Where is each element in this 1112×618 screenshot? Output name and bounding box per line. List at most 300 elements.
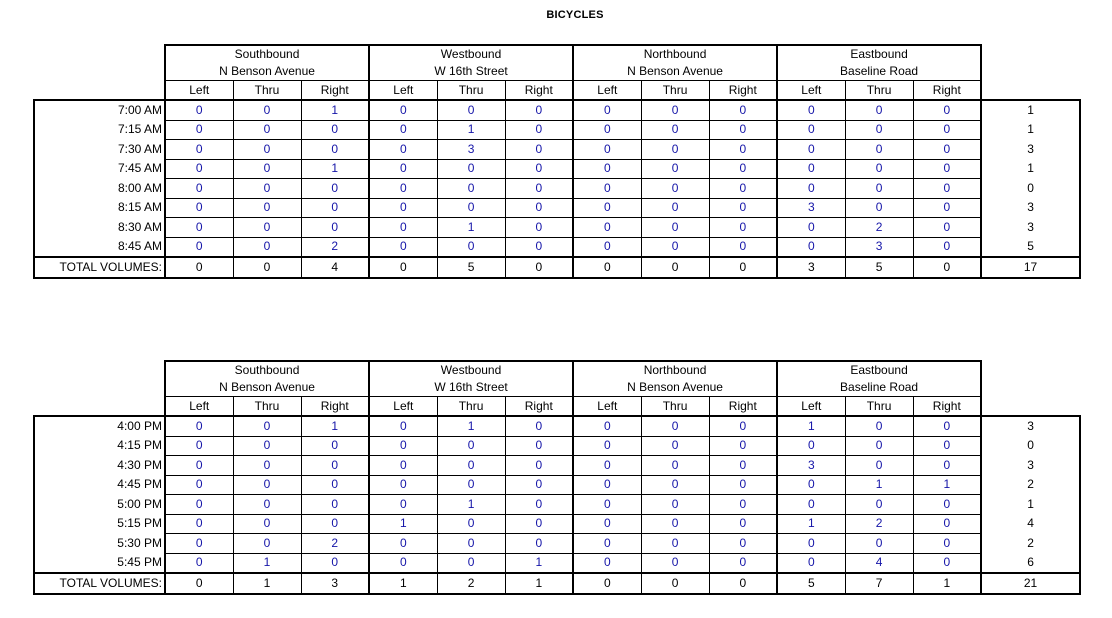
count-cell: 0 xyxy=(505,495,573,515)
count-cell: 0 xyxy=(845,159,913,179)
count-cell: 0 xyxy=(369,100,437,120)
count-table-1 xyxy=(33,44,1081,279)
table-row xyxy=(34,553,1080,573)
movement-header: Left xyxy=(165,81,233,101)
count-cell: 0 xyxy=(913,159,981,179)
table-row xyxy=(34,218,1080,238)
count-cell: 0 xyxy=(165,218,233,238)
count-cell: 0 xyxy=(165,495,233,515)
movement-header: Left xyxy=(573,397,641,417)
count-cell: 0 xyxy=(777,140,845,160)
approach-street: N Benson Avenue xyxy=(219,380,315,394)
count-cell: 0 xyxy=(301,120,369,140)
count-cell: 0 xyxy=(369,120,437,140)
count-cell: 1 xyxy=(845,475,913,495)
row-total: 4 xyxy=(981,514,1080,534)
total-cell: 0 xyxy=(165,573,233,594)
count-cell: 0 xyxy=(641,475,709,495)
totals-row xyxy=(34,257,1080,278)
count-cell: 0 xyxy=(437,179,505,199)
count-cell: 0 xyxy=(505,475,573,495)
approach-header xyxy=(573,361,777,397)
count-cell: 0 xyxy=(233,475,301,495)
count-cell: 0 xyxy=(641,120,709,140)
total-cell: 1 xyxy=(369,573,437,594)
approach-header xyxy=(165,361,369,397)
count-cell: 0 xyxy=(165,436,233,456)
count-cell: 0 xyxy=(777,218,845,238)
count-cell: 0 xyxy=(437,553,505,573)
count-cell: 0 xyxy=(165,514,233,534)
count-cell: 1 xyxy=(301,159,369,179)
approach-street: N Benson Avenue xyxy=(627,64,723,78)
count-cell: 0 xyxy=(301,436,369,456)
movement-header: Thru xyxy=(233,81,301,101)
interval-time: 8:00 AM xyxy=(34,179,165,199)
total-cell: 0 xyxy=(369,257,437,278)
count-cell: 0 xyxy=(709,534,777,554)
count-cell: 0 xyxy=(641,179,709,199)
count-cell: 3 xyxy=(845,237,913,257)
count-cell: 0 xyxy=(777,475,845,495)
row-total: 2 xyxy=(981,475,1080,495)
count-cell: 0 xyxy=(301,475,369,495)
count-cell: 0 xyxy=(709,436,777,456)
count-cell: 0 xyxy=(709,416,777,436)
row-total: 3 xyxy=(981,456,1080,476)
count-cell: 0 xyxy=(709,514,777,534)
count-cell: 0 xyxy=(641,218,709,238)
total-cell: 5 xyxy=(777,573,845,594)
count-cell: 1 xyxy=(777,416,845,436)
total-cell: 0 xyxy=(505,257,573,278)
group-header-row xyxy=(34,45,1080,81)
count-cell: 0 xyxy=(913,553,981,573)
count-cell: 0 xyxy=(301,495,369,515)
count-cell: 0 xyxy=(573,534,641,554)
count-cell: 2 xyxy=(301,534,369,554)
row-total: 3 xyxy=(981,218,1080,238)
group-header-row xyxy=(34,361,1080,397)
interval-time: 7:45 AM xyxy=(34,159,165,179)
count-cell: 0 xyxy=(369,159,437,179)
count-cell: 0 xyxy=(845,416,913,436)
row-total: 6 xyxy=(981,553,1080,573)
movement-header: Thru xyxy=(437,397,505,417)
count-cell: 0 xyxy=(913,120,981,140)
count-cell: 1 xyxy=(369,514,437,534)
count-cell: 0 xyxy=(709,198,777,218)
count-cell: 0 xyxy=(573,218,641,238)
table-row xyxy=(34,100,1080,120)
movement-header: Left xyxy=(573,81,641,101)
count-cell: 0 xyxy=(641,495,709,515)
count-cell: 0 xyxy=(165,198,233,218)
movement-header: Thru xyxy=(437,81,505,101)
count-cell: 0 xyxy=(505,198,573,218)
table-row xyxy=(34,198,1080,218)
count-cell: 0 xyxy=(777,179,845,199)
count-cell: 3 xyxy=(777,456,845,476)
total-cell: 5 xyxy=(437,257,505,278)
count-cell: 0 xyxy=(437,456,505,476)
count-cell: 0 xyxy=(233,436,301,456)
count-cell: 0 xyxy=(913,534,981,554)
count-cell: 0 xyxy=(301,553,369,573)
count-cell: 0 xyxy=(913,416,981,436)
count-cell: 0 xyxy=(233,198,301,218)
count-cell: 3 xyxy=(437,140,505,160)
total-cell: 1 xyxy=(505,573,573,594)
row-total: 0 xyxy=(981,179,1080,199)
count-cell: 0 xyxy=(505,140,573,160)
movement-header: Right xyxy=(913,397,981,417)
count-cell: 0 xyxy=(777,100,845,120)
count-cell: 0 xyxy=(641,198,709,218)
header-spacer xyxy=(981,45,1080,81)
count-cell: 0 xyxy=(233,218,301,238)
total-cell: 0 xyxy=(641,257,709,278)
total-cell: 0 xyxy=(709,573,777,594)
header-spacer xyxy=(34,81,165,101)
movement-header: Right xyxy=(709,397,777,417)
count-cell: 0 xyxy=(709,218,777,238)
approach-header xyxy=(777,361,981,397)
row-total: 1 xyxy=(981,100,1080,120)
count-cell: 0 xyxy=(573,100,641,120)
count-cell: 0 xyxy=(777,534,845,554)
table-row xyxy=(34,495,1080,515)
approach-direction: Northbound xyxy=(643,363,707,377)
row-total: 1 xyxy=(981,159,1080,179)
count-cell: 0 xyxy=(913,100,981,120)
movement-header: Right xyxy=(301,397,369,417)
approach-header xyxy=(369,45,573,81)
count-cell: 0 xyxy=(573,120,641,140)
row-total: 1 xyxy=(981,495,1080,515)
count-cell: 0 xyxy=(777,553,845,573)
count-cell: 0 xyxy=(505,179,573,199)
count-cell: 1 xyxy=(437,416,505,436)
count-cell: 0 xyxy=(641,514,709,534)
count-cell: 0 xyxy=(573,198,641,218)
movement-header: Thru xyxy=(845,397,913,417)
count-cell: 0 xyxy=(573,416,641,436)
count-cell: 0 xyxy=(369,456,437,476)
count-cell: 0 xyxy=(573,436,641,456)
total-cell: 4 xyxy=(301,257,369,278)
count-cell: 0 xyxy=(165,179,233,199)
count-cell: 1 xyxy=(777,514,845,534)
count-cell: 0 xyxy=(369,218,437,238)
interval-time: 4:30 PM xyxy=(34,456,165,476)
count-cell: 0 xyxy=(165,456,233,476)
total-cell: 0 xyxy=(233,257,301,278)
count-cell: 0 xyxy=(165,159,233,179)
count-cell: 0 xyxy=(165,100,233,120)
count-cell: 0 xyxy=(845,179,913,199)
count-cell: 0 xyxy=(165,553,233,573)
count-cell: 0 xyxy=(913,218,981,238)
count-cell: 0 xyxy=(233,456,301,476)
count-cell: 0 xyxy=(709,237,777,257)
approach-street: Baseline Road xyxy=(840,380,919,394)
count-cell: 1 xyxy=(437,495,505,515)
total-cell: 0 xyxy=(573,257,641,278)
count-cell: 0 xyxy=(709,495,777,515)
grand-total: 17 xyxy=(981,257,1080,278)
header-spacer xyxy=(981,361,1080,397)
count-cell: 0 xyxy=(369,198,437,218)
count-cell: 0 xyxy=(301,198,369,218)
count-cell: 2 xyxy=(301,237,369,257)
count-cell: 0 xyxy=(913,456,981,476)
count-cell: 0 xyxy=(165,120,233,140)
count-cell: 0 xyxy=(913,198,981,218)
interval-time: 8:15 AM xyxy=(34,198,165,218)
count-cell: 0 xyxy=(913,436,981,456)
approach-direction: Northbound xyxy=(643,47,707,61)
count-cell: 0 xyxy=(709,159,777,179)
approach-direction: Southbound xyxy=(234,363,300,377)
count-cell: 0 xyxy=(301,456,369,476)
approach-header xyxy=(369,361,573,397)
movement-header: Right xyxy=(913,81,981,101)
count-cell: 0 xyxy=(845,436,913,456)
grand-total: 21 xyxy=(981,573,1080,594)
count-cell: 0 xyxy=(437,475,505,495)
count-cell: 0 xyxy=(641,416,709,436)
movement-header: Thru xyxy=(641,397,709,417)
movement-header: Left xyxy=(369,397,437,417)
count-cell: 0 xyxy=(641,159,709,179)
count-cell: 0 xyxy=(165,140,233,160)
interval-time: 7:00 AM xyxy=(34,100,165,120)
approach-direction: Westbound xyxy=(440,47,502,61)
row-total: 2 xyxy=(981,534,1080,554)
count-cell: 0 xyxy=(845,456,913,476)
total-cell: 0 xyxy=(573,573,641,594)
count-cell: 0 xyxy=(709,179,777,199)
row-total: 3 xyxy=(981,416,1080,436)
interval-time: 4:15 PM xyxy=(34,436,165,456)
table-row xyxy=(34,140,1080,160)
count-cell: 0 xyxy=(369,237,437,257)
count-cell: 1 xyxy=(301,100,369,120)
count-cell: 0 xyxy=(505,100,573,120)
movement-header: Thru xyxy=(641,81,709,101)
movement-header: Left xyxy=(777,81,845,101)
count-cell: 0 xyxy=(777,237,845,257)
table-row xyxy=(34,475,1080,495)
count-cell: 0 xyxy=(709,140,777,160)
total-cell: 5 xyxy=(845,257,913,278)
interval-time: 5:45 PM xyxy=(34,553,165,573)
count-cell: 0 xyxy=(369,475,437,495)
approach-direction: Southbound xyxy=(234,47,300,61)
total-cell: 3 xyxy=(777,257,845,278)
row-total: 0 xyxy=(981,436,1080,456)
count-cell: 0 xyxy=(641,237,709,257)
count-cell: 0 xyxy=(573,495,641,515)
totals-label: TOTAL VOLUMES: xyxy=(34,257,165,278)
approach-header xyxy=(777,45,981,81)
count-cell: 0 xyxy=(573,456,641,476)
total-cell: 0 xyxy=(641,573,709,594)
interval-time: 5:30 PM xyxy=(34,534,165,554)
header-spacer xyxy=(981,397,1080,417)
total-cell: 2 xyxy=(437,573,505,594)
header-spacer xyxy=(981,81,1080,101)
header-spacer xyxy=(34,45,165,81)
count-cell: 0 xyxy=(301,218,369,238)
count-cell: 0 xyxy=(845,100,913,120)
count-cell: 0 xyxy=(505,237,573,257)
count-cell: 0 xyxy=(165,534,233,554)
count-cell: 0 xyxy=(641,456,709,476)
count-cell: 0 xyxy=(165,237,233,257)
interval-time: 8:30 AM xyxy=(34,218,165,238)
count-cell: 3 xyxy=(777,198,845,218)
count-cell: 0 xyxy=(641,553,709,573)
count-cell: 0 xyxy=(437,436,505,456)
table-row xyxy=(34,120,1080,140)
movement-header-row xyxy=(34,81,1080,101)
count-cell: 0 xyxy=(913,140,981,160)
count-cell: 0 xyxy=(505,159,573,179)
interval-time: 4:00 PM xyxy=(34,416,165,436)
interval-time: 5:15 PM xyxy=(34,514,165,534)
total-cell: 0 xyxy=(709,257,777,278)
count-cell: 0 xyxy=(369,436,437,456)
approach-header xyxy=(573,45,777,81)
count-cell: 0 xyxy=(301,179,369,199)
count-cell: 4 xyxy=(845,553,913,573)
approach-street: N Benson Avenue xyxy=(219,64,315,78)
count-cell: 0 xyxy=(233,237,301,257)
table-row xyxy=(34,179,1080,199)
count-cell: 0 xyxy=(845,120,913,140)
count-cell: 2 xyxy=(845,514,913,534)
movement-header: Left xyxy=(369,81,437,101)
count-cell: 0 xyxy=(777,120,845,140)
page-title: BICYCLES xyxy=(546,9,604,21)
count-cell: 0 xyxy=(437,534,505,554)
approach-header xyxy=(165,45,369,81)
count-cell: 0 xyxy=(573,159,641,179)
count-cell: 0 xyxy=(573,475,641,495)
count-cell: 0 xyxy=(777,495,845,515)
count-cell: 0 xyxy=(437,237,505,257)
approach-street: Baseline Road xyxy=(840,64,919,78)
count-cell: 0 xyxy=(709,456,777,476)
movement-header: Right xyxy=(505,397,573,417)
count-cell: 2 xyxy=(845,218,913,238)
table-row xyxy=(34,534,1080,554)
count-cell: 0 xyxy=(845,140,913,160)
total-cell: 0 xyxy=(913,257,981,278)
total-cell: 3 xyxy=(301,573,369,594)
count-cell: 0 xyxy=(233,514,301,534)
approach-direction: Westbound xyxy=(440,363,502,377)
movement-header-row xyxy=(34,397,1080,417)
count-cell: 0 xyxy=(641,534,709,554)
interval-time: 5:00 PM xyxy=(34,495,165,515)
count-cell: 0 xyxy=(641,140,709,160)
count-cell: 0 xyxy=(505,416,573,436)
count-cell: 0 xyxy=(709,553,777,573)
count-cell: 1 xyxy=(437,218,505,238)
movement-header: Left xyxy=(165,397,233,417)
count-cell: 0 xyxy=(641,436,709,456)
count-cell: 0 xyxy=(505,534,573,554)
movement-header: Thru xyxy=(233,397,301,417)
row-total: 1 xyxy=(981,120,1080,140)
total-cell: 1 xyxy=(913,573,981,594)
approach-direction: Eastbound xyxy=(850,363,908,377)
header-spacer xyxy=(34,397,165,417)
approach-street: W 16th Street xyxy=(434,380,508,394)
count-cell: 0 xyxy=(369,495,437,515)
count-cell: 1 xyxy=(301,416,369,436)
count-cell: 0 xyxy=(641,100,709,120)
count-cell: 0 xyxy=(437,159,505,179)
table-row xyxy=(34,456,1080,476)
total-cell: 0 xyxy=(165,257,233,278)
count-cell: 0 xyxy=(369,179,437,199)
count-cell: 0 xyxy=(777,436,845,456)
count-cell: 0 xyxy=(913,179,981,199)
count-cell: 0 xyxy=(233,140,301,160)
count-cell: 0 xyxy=(573,553,641,573)
count-cell: 0 xyxy=(573,237,641,257)
count-cell: 0 xyxy=(913,495,981,515)
count-cell: 0 xyxy=(777,159,845,179)
count-cell: 0 xyxy=(709,475,777,495)
count-cell: 0 xyxy=(233,495,301,515)
count-cell: 0 xyxy=(369,140,437,160)
count-cell: 0 xyxy=(913,237,981,257)
count-cell: 0 xyxy=(233,120,301,140)
count-cell: 1 xyxy=(913,475,981,495)
count-cell: 0 xyxy=(301,140,369,160)
count-cell: 0 xyxy=(233,416,301,436)
count-cell: 0 xyxy=(505,218,573,238)
count-cell: 0 xyxy=(573,140,641,160)
count-cell: 0 xyxy=(233,100,301,120)
count-cell: 0 xyxy=(505,514,573,534)
count-cell: 0 xyxy=(845,534,913,554)
row-total: 3 xyxy=(981,198,1080,218)
count-cell: 0 xyxy=(845,495,913,515)
interval-time: 4:45 PM xyxy=(34,475,165,495)
approach-street: N Benson Avenue xyxy=(627,380,723,394)
movement-header: Right xyxy=(709,81,777,101)
count-table-2 xyxy=(33,360,1081,595)
count-cell: 0 xyxy=(437,198,505,218)
count-cell: 1 xyxy=(233,553,301,573)
count-cell: 0 xyxy=(845,198,913,218)
count-cell: 0 xyxy=(233,159,301,179)
count-cell: 0 xyxy=(165,416,233,436)
approach-street: W 16th Street xyxy=(434,64,508,78)
total-cell: 1 xyxy=(233,573,301,594)
count-cell: 0 xyxy=(709,100,777,120)
movement-header: Right xyxy=(301,81,369,101)
count-cell: 1 xyxy=(505,553,573,573)
table-row xyxy=(34,436,1080,456)
count-cell: 0 xyxy=(505,120,573,140)
